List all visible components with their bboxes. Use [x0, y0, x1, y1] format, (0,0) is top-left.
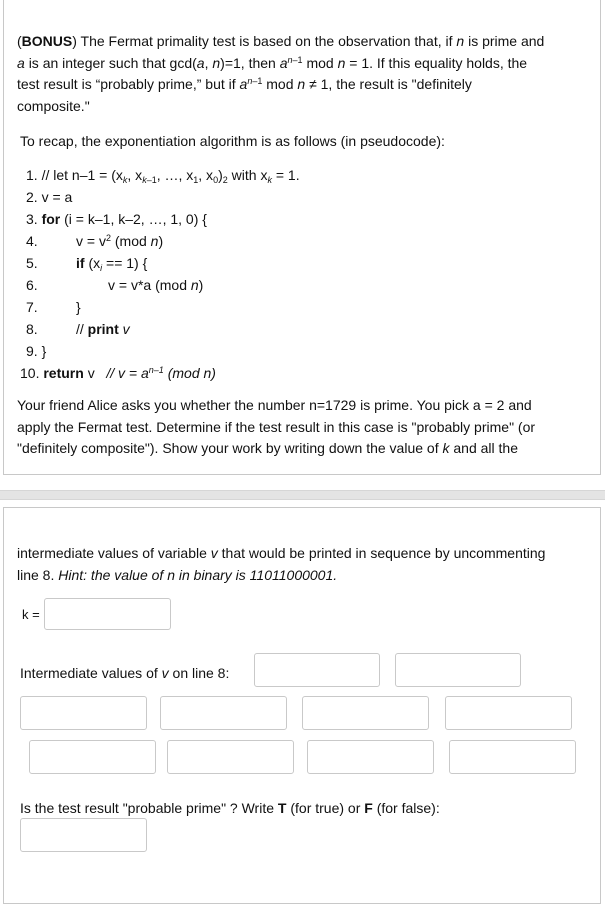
question-paragraph-continued: intermediate values of variable v that would be printed in sequence by uncommenting line 8. Hint: the value of n in binary is 11011000001.: [17, 545, 546, 583]
k-answer-input[interactable]: [44, 598, 171, 630]
v-value-input-6[interactable]: [445, 696, 572, 730]
intermediate-values-label: Intermediate values of v on line 8:: [20, 665, 230, 681]
code-line-6: v = v*a (mod n): [108, 277, 204, 293]
v-value-input-7[interactable]: [29, 740, 156, 774]
code-num-7: 7.: [26, 299, 38, 315]
v-value-input-3[interactable]: [20, 696, 147, 730]
code-line-10: 10. return v // $v = a^{n-1}$ (mod n): [20, 365, 216, 381]
code-line-1: 1. // let $n-1 = (x_k$, $x_{k-1}$, …, $x_1$, $x_0)_2$ with $x_k = 1$.: [26, 167, 300, 185]
v-value-input-2[interactable]: [395, 653, 521, 687]
v-value-input-1[interactable]: [254, 653, 380, 687]
v-value-input-9[interactable]: [307, 740, 434, 774]
code-line-3: 3. for (i = k–1, k–2, …, 1, 0) {: [26, 211, 207, 227]
code-num-8: 8.: [26, 321, 38, 337]
code-line-5: if $(x_i == 1)$ {: [76, 255, 148, 273]
code-line-4: $v = v^2$ (mod n): [76, 233, 164, 249]
v-value-input-5[interactable]: [302, 696, 429, 730]
code-num-6: 6.: [26, 277, 38, 293]
code-line-7: }: [76, 299, 81, 315]
question-paragraph: Your friend Alice asks you whether the number n=1729 is prime. You pick a = 2 and apply the Fermat test. Determine if the test result in this case is "probably prime" (or "definitely composite"). Show your work by writing down the value of k and all the: [17, 397, 536, 456]
v-value-input-8[interactable]: [167, 740, 294, 774]
v-value-input-10[interactable]: [449, 740, 576, 774]
code-line-9: 9. }: [26, 343, 47, 359]
code-line-2: 2. v = a: [26, 189, 73, 205]
code-num-5: 5.: [26, 255, 38, 271]
final-question: Is the test result "probable prime" ? Write T (for true) or F (for false):: [20, 800, 440, 816]
v-value-input-4[interactable]: [160, 696, 287, 730]
code-line-8: // print v: [76, 321, 130, 337]
intro-paragraph: (BONUS) The Fermat primality test is based on the observation that, if n is prime and a is an integer such that gcd(a, n)=1, then $a^{n-1}$ mod n = 1. If this equality holds, the test result is “probably prime,” but if $a^{n-1}$ mod n ≠ 1, the result is "definitely composite.": [17, 33, 545, 114]
page-break-divider: [0, 490, 605, 500]
code-num-4: 4.: [26, 233, 38, 249]
recap-text: To recap, the exponentiation algorithm is as follows (in pseudocode):: [20, 133, 445, 149]
result-answer-input[interactable]: [20, 818, 147, 852]
k-label: k =: [22, 607, 40, 622]
